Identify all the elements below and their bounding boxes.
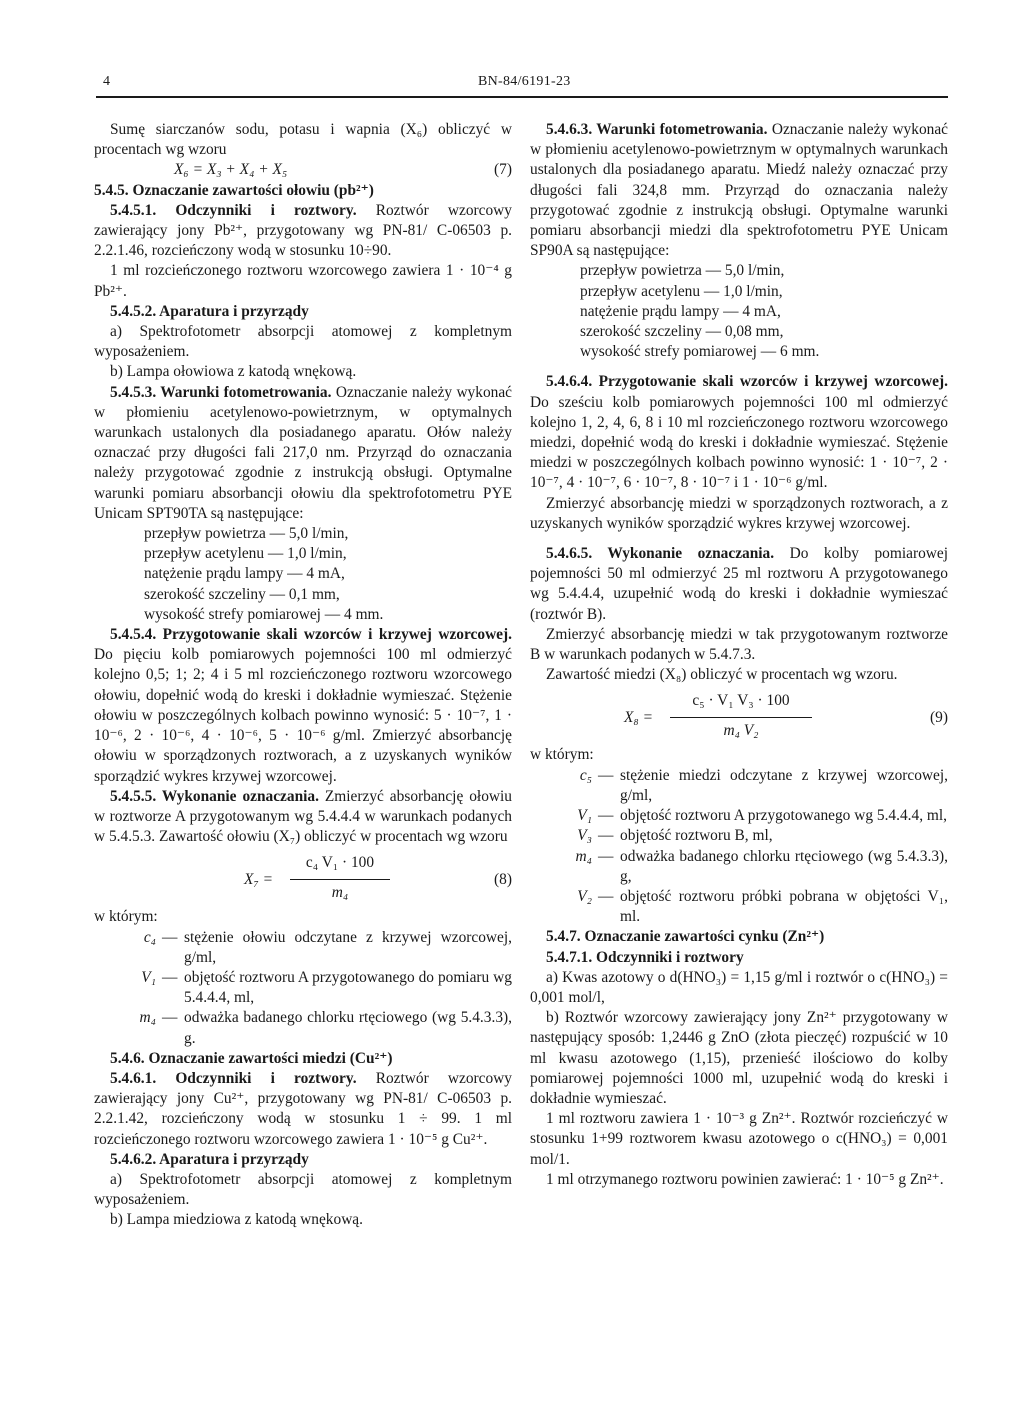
condition-line: natężenie prądu lampy — 4 mA, (144, 565, 345, 583)
definition-item (530, 847, 948, 887)
right-column (530, 120, 948, 1190)
dash: — (598, 766, 614, 784)
fraction-numerator: c₅ · V₁ V₃ · 100 (692, 692, 790, 710)
equation-body: X₆ = X₃ + X₄ + X₅ (174, 161, 288, 179)
equation-7 (94, 160, 512, 180)
condition-line: przepływ powietrza — 5,0 l/min, (144, 525, 349, 543)
header-rule (96, 96, 948, 98)
equation-number: (8) (494, 871, 512, 889)
equation-number: (9) (930, 709, 948, 727)
definition-item (94, 1008, 512, 1048)
condition-line: wysokość strefy pomiarowej — 6 mm. (580, 343, 820, 361)
paragraph (530, 120, 948, 261)
paragraph (94, 787, 512, 848)
paragraph: Zawartość miedzi (X₈) obliczyć w procentach wg wzoru. (546, 666, 898, 684)
paragraph (94, 201, 512, 262)
fraction-bar (670, 717, 812, 718)
dash: — (598, 847, 614, 865)
fraction-bar (290, 879, 390, 880)
definition-item (530, 766, 948, 806)
definition-text: objętość roztworu B, ml, (620, 827, 773, 845)
dash: — (162, 928, 178, 946)
paragraph (94, 1069, 512, 1150)
paragraph (94, 625, 512, 787)
equation-lhs: X₈ = (624, 709, 653, 727)
paragraph: Zmierzyć absorbancję miedzi w sporządzonych roztworach, a z uzyskanych wyników sporządzić wykres krzywej wzorcowej. (530, 494, 948, 532)
symbol: c₄ (143, 928, 156, 946)
fraction-numerator: c₄ V₁ · 100 (305, 854, 375, 872)
equation-9 (530, 691, 948, 745)
paragraph: a) Spektrofotometr absorpcji atomowej z kompletnym wyposażeniem. (94, 323, 512, 361)
heading-text: 5.4.5.1. Odczynniki i roztwory. (110, 201, 357, 219)
section-heading (94, 1150, 512, 1170)
heading-text: 5.4.5.5. Wykonanie oznaczania. (110, 787, 319, 805)
condition-line: przepływ powietrza — 5,0 l/min, (580, 262, 785, 280)
definition-item (530, 826, 948, 846)
symbol: V₂ (577, 887, 592, 905)
body-text: Roztwór wzorcowy zawierający jony Pb²⁺, przygotowany wg PN-81/ C-06503 p. 2.2.1.46, rozcieńczony wodą w stosunku 10÷90. (94, 201, 512, 260)
fraction-denominator: m₄ (331, 884, 349, 902)
heading-text: 5.4.6.4. Przygotowanie skali wzorców i krzywej wzorcowej. (546, 373, 948, 391)
paragraph: 1 ml otrzymanego roztworu powinien zawierać: 1 · 10⁻⁵ g Zn²⁺. (546, 1170, 944, 1188)
heading-text: 5.4.6.2. Aparatura i przyrządy (110, 1150, 309, 1168)
symbol: m₄ (575, 847, 592, 865)
heading-text: 5.4.5.4. Przygotowanie skali wzorców i krzywej wzorcowej. (110, 626, 512, 644)
dash: — (162, 1009, 178, 1027)
condition-line: szerokość szczeliny — 0,08 mm, (580, 323, 784, 341)
heading-text: 5.4.7. Oznaczanie zawartości cynku (Zn²⁺) (546, 928, 825, 946)
heading-text: 5.4.5.2. Aparatura i przyrządy (110, 302, 309, 320)
dash: — (162, 968, 178, 986)
definition-text: stężenie miedzi odczytane z krzywej wzorcowej, g/ml, (620, 766, 948, 804)
paragraph (530, 372, 948, 493)
definition-item (530, 887, 948, 927)
body-text: Oznaczanie należy wykonać w płomieniu acetylenowo-powietrznym w optymalnych warunkach ustalonych dla posiadanego aparatu. Miedź należy oznaczać przy długości fali 324,8 mm. Przyrząd do oznaczania należy przygotować zgodnie z instrukcją obsługi. Optymalne warunki pomiaru absorbancji miedzi dla spektrofotometru PYE Unicam SP90A są następujące: (530, 121, 949, 260)
definition-text: odważka badanego chlorku rtęciowego (wg 5.4.3.3), g. (184, 1009, 512, 1047)
equation-8 (94, 853, 512, 907)
paragraph: b) Lampa miedziowa z katodą wnękową. (110, 1211, 363, 1229)
paragraph: w którym: (530, 746, 594, 764)
body-text: Do sześciu kolb pomiarowych pojemności 100 ml odmierzyć kolejno 1, 2, 4, 6, 8 i 10 ml rozcieńczonego roztworu wzorcowego miedzi, dopełnić wodą do kreski i dokładnie wymieszać. Stężenie miedzi w poszczególnych kolbach powinno wynosić: 1 · 10⁻⁷, 2 · 10⁻⁷, 4 · 10⁻⁷, 6 · 10⁻⁷, 8 · 10⁻⁷ i 1 · 10⁻⁶ g/ml. (530, 393, 948, 492)
heading-text: 5.4.6.3. Warunki fotometrowania. (546, 121, 768, 138)
paragraph: 1 ml roztworu zawiera 1 · 10⁻³ g Zn²⁺. Roztwór rozcieńczyć w stosunku 1+99 roztworem kwasu azotowego o c(HNO₃) = 0,001 mol/1. (530, 1110, 948, 1168)
body-text: Zmierzyć absorbancję ołowiu w roztworze A przygotowanym wg 5.4.4.4 w warunkach podanych w 5.4.5.3. Zawartość ołowiu (X₇) obliczyć w procentach wg wzoru (94, 787, 512, 846)
definition-text: odważka badanego chlorku rtęciowego (wg 5.4.3.3), g, (620, 847, 948, 885)
body-text: Oznaczanie należy wykonać w płomieniu acetylenowo-powietrznym, w optymalnych warunkach ustalonych dla posiadanego aparatu. Ołów należy oznaczać przy długości fali 217,0 nm. Przyrząd do oznaczania należy przygotować zgodnie z instrukcją obsługi. Optymalne warunki pomiaru absorbancji ołowiu dla spektrofotometru PYE Unicam SPT90TA są następujące: (94, 383, 513, 522)
condition-line: przepływ acetylenu — 1,0 l/min, (144, 545, 347, 563)
paragraph (94, 383, 512, 524)
paragraph: a) Kwas azotowy o d(HNO₃) = 1,15 g/ml i roztwór o c(HNO₃) = 0,001 mol/l, (530, 968, 948, 1006)
left-column (94, 120, 512, 1231)
heading-text: 5.4.6.1. Odczynniki i roztwory. (110, 1069, 357, 1087)
dash: — (598, 887, 614, 905)
page-number: 4 (103, 74, 110, 89)
equation-number: (7) (494, 161, 512, 179)
body-text: Do kolby pomiarowej pojemności 50 ml odmierzyć 25 ml roztworu A przygotowanego wg 5.4.4.4, uzupełnić wodą do kreski i dokładnie wymieszać (roztwór B). (530, 545, 948, 623)
dash: — (598, 827, 614, 845)
heading-text: 5.4.5. Oznaczanie zawartości ołowiu (pb²⁺) (94, 181, 374, 199)
symbol: V₁ (577, 807, 592, 825)
dash: — (598, 807, 614, 825)
symbol: V₃ (577, 827, 592, 845)
paragraph: 1 ml rozcieńczonego roztworu wzorcowego zawiera 1 · 10⁻⁴ g Pb²⁺. (94, 262, 512, 300)
paragraph: w którym: (94, 908, 158, 926)
section-heading (94, 302, 512, 322)
definition-text: objętość roztworu A przygotowanego do pomiaru wg 5.4.4.4, ml, (184, 968, 512, 1007)
heading-text: 5.4.6. Oznaczanie zawartości miedzi (Cu²⁺) (110, 1049, 393, 1067)
heading-text: 5.4.7.1. Odczynniki i roztwory (546, 948, 744, 966)
paragraph: a) Spektrofotometr absorpcji atomowej z kompletnym wyposażeniem. (94, 1170, 512, 1209)
heading-text: 5.4.6.5. Wykonanie oznaczania. (546, 545, 775, 563)
section-heading (530, 927, 948, 947)
body-text: Do pięciu kolb pomiarowych pojemności 100 ml odmierzyć kolejno 0,5; 1; 2; 4 i 5 ml rozcieńczonego roztworu wzorcowego ołowiu, dopełnić wodą do kreski i dokładnie wymieszać. Stężenie ołowiu w poszczególnych kolbach powinno wynosić: 5 · 10⁻⁷, 1 · 10⁻⁶, 2 · 10⁻⁶, 4 · 10⁻⁶, 5 · 10⁻⁶ g/ml. Zmierzyć absorbancję ołowiu w sporządzonych roztworach, a z uzyskanych wyników sporządzić wykres krzywej wzorcowej. (94, 646, 512, 785)
section-heading (94, 1049, 512, 1069)
symbol: c₅ (579, 766, 592, 784)
definition-item (530, 806, 948, 826)
symbol: m₄ (139, 1009, 156, 1027)
definition-text: objętość roztworu próbki pobrana w objętości V₁, ml. (620, 887, 948, 926)
section-heading (94, 181, 512, 201)
definition-text: objętość roztworu A przygotowanego wg 5.4.4.4, ml, (620, 807, 947, 825)
fraction-denominator: m₄ V₂ (723, 722, 759, 740)
section-heading (530, 948, 948, 968)
paragraph: Zmierzyć absorbancję miedzi w tak przygotowanym roztworze B w warunkach podanych w 5.4.7.3. (530, 625, 948, 664)
condition-line: szerokość szczeliny — 0,1 mm, (144, 585, 340, 603)
condition-line: przepływ acetylenu — 1,0 l/min, (580, 282, 783, 300)
definition-text: stężenie ołowiu odczytane z krzywej wzorcowej, g/ml, (184, 928, 512, 966)
condition-line: wysokość strefy pomiarowej — 4 mm. (144, 605, 384, 623)
paragraph: Sumę siarczanów sodu, potasu i wapnia (X₆) obliczyć w procentach wg wzoru (94, 121, 512, 159)
definition-item (94, 928, 512, 968)
condition-line: natężenie prądu lampy — 4 mA, (580, 302, 781, 320)
symbol: V₁ (141, 968, 156, 986)
paragraph: b) Roztwór wzorcowy zawierający jony Zn²⁺ przygotowany w następujący sposób: 1,2446 g ZnO (złota pieczęć) rozpuścić w 10 ml kwasu azotowego (1,15), przenieść ilościowo do kolby pomiarowej pojemności 1000 ml, uzupełnić wodą do kreski i dokładnie wymieszać. (530, 1009, 948, 1107)
definition-item (94, 968, 512, 1008)
paragraph: b) Lampa ołowiowa z katodą wnękową. (110, 363, 357, 381)
body-text: Roztwór wzorcowy zawierający jony Cu²⁺, przygotowany wg PN-81/ C-06503 p. 2.2.1.42, rozcieńczony wodą w stosunku 1 ÷ 99. 1 ml rozcieńczonego roztworu wzorcowego zawiera 1 · 10⁻⁵ g Cu²⁺. (94, 1069, 512, 1148)
heading-text: 5.4.5.3. Warunki fotometrowania. (110, 383, 332, 401)
document-id: BN-84/6191-23 (478, 74, 571, 89)
paragraph (530, 544, 948, 625)
equation-lhs: X₇ = (244, 871, 273, 889)
